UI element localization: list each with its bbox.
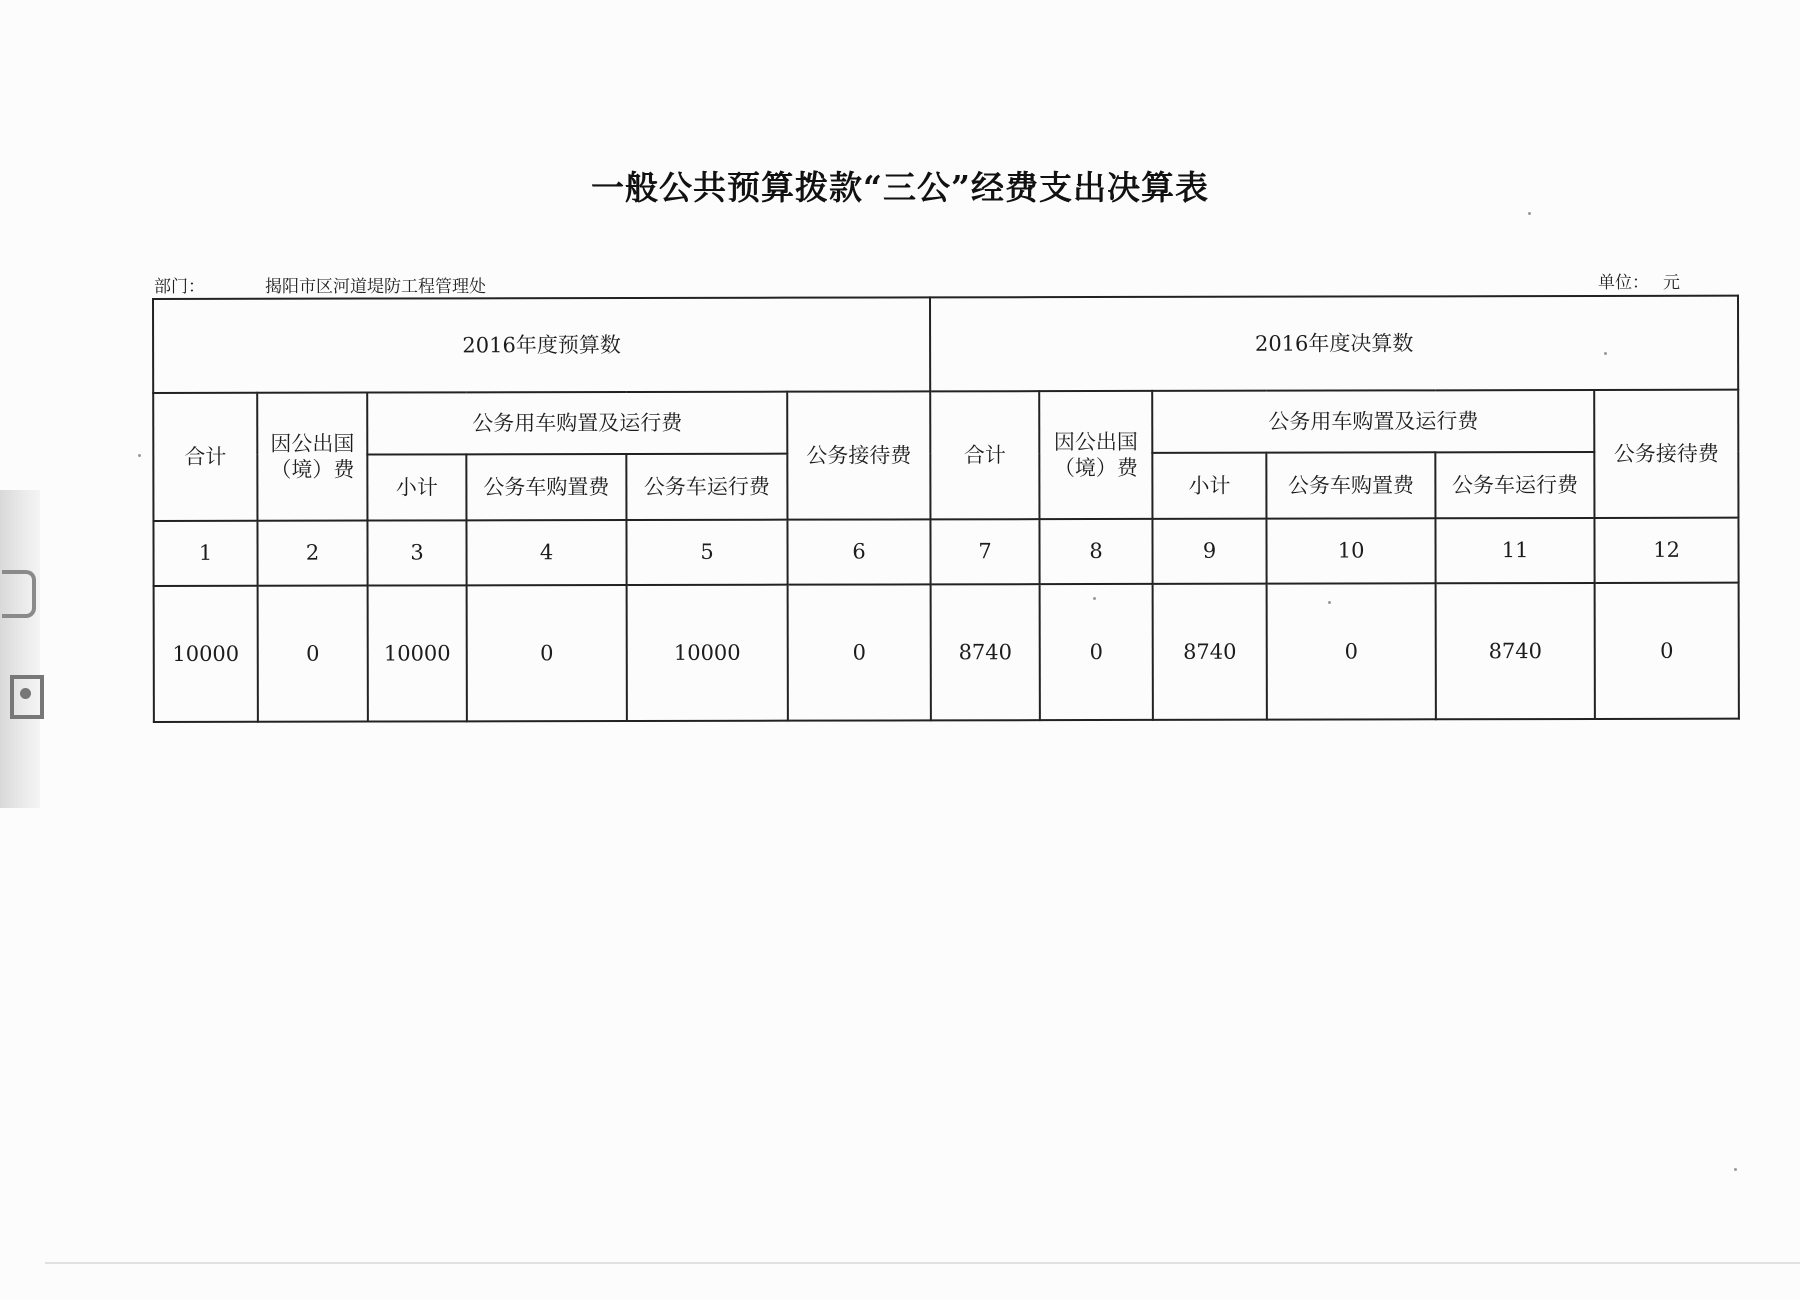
final-car-operation-header: 公务车运行费 [1435,452,1594,518]
column-number: 9 [1153,519,1267,584]
budget-subtotal-header: 小计 [367,454,466,520]
budget-section-header: 2016年度预算数 [153,297,930,393]
final-total-value: 8740 [931,584,1040,720]
final-reception-value: 0 [1595,583,1739,719]
column-number: 2 [257,521,367,586]
budget-reception-header: 公务接待费 [787,391,930,519]
column-header-row-1 [153,390,1738,455]
department-line [154,272,486,297]
unit-label: 单位： [1598,273,1649,293]
final-subtotal-header: 小计 [1152,453,1266,519]
scan-artifact-mark [2,570,36,618]
budget-abroad-value: 0 [258,586,368,722]
expense-table [152,295,1740,723]
final-reception-header: 公务接待费 [1594,390,1738,518]
scan-artifact-icon [10,675,44,719]
value-row [154,583,1739,722]
budget-total-value: 10000 [154,586,258,722]
column-number: 10 [1267,518,1436,583]
section-header-row [153,296,1738,393]
budget-subtotal-value: 10000 [368,585,467,721]
scan-bottom-edge [45,1262,1800,1264]
column-number: 5 [626,520,787,585]
final-subtotal-value: 8740 [1153,584,1267,720]
column-number: 7 [931,519,1040,584]
final-car-purchase-header: 公务车购置费 [1266,452,1435,518]
scan-speck [1734,1168,1737,1171]
column-number: 6 [787,519,930,584]
final-car-group-header: 公务用车购置及运行费 [1152,390,1594,453]
budget-car-purchase-header: 公务车购置费 [466,454,626,520]
budget-car-group-header: 公务用车购置及运行费 [367,392,787,455]
document-title: 一般公共预算拨款“三公”经费支出决算表 [591,168,1209,207]
column-number: 12 [1595,518,1739,583]
column-number: 1 [153,521,257,586]
final-section-header: 2016年度决算数 [930,296,1738,392]
budget-reception-value: 0 [788,584,931,720]
budget-abroad-header: 因公出国（境）费 [257,393,367,521]
unit-line [1598,268,1680,293]
final-car-purchase-value: 0 [1267,583,1436,719]
column-number: 8 [1040,519,1153,584]
department-label: 部门： [154,277,205,297]
budget-car-purchase-value: 0 [467,585,627,721]
column-number: 11 [1436,518,1595,583]
unit-value: 元 [1663,273,1680,293]
budget-car-operation-value: 10000 [627,585,788,721]
final-total-header: 合计 [930,391,1039,519]
final-abroad-header: 因公出国（境）费 [1039,391,1152,519]
budget-total-header: 合计 [153,393,257,521]
scan-edge-artifact [0,490,40,808]
column-number: 3 [367,520,466,585]
column-number: 4 [466,520,626,585]
final-car-operation-value: 8740 [1436,583,1595,719]
scan-speck [1528,212,1531,215]
department-name: 揭阳市区河道堤防工程管理处 [265,277,486,297]
column-number-row [153,518,1738,586]
budget-car-operation-header: 公务车运行费 [626,454,787,520]
scan-speck [138,454,141,457]
final-abroad-value: 0 [1040,584,1153,720]
